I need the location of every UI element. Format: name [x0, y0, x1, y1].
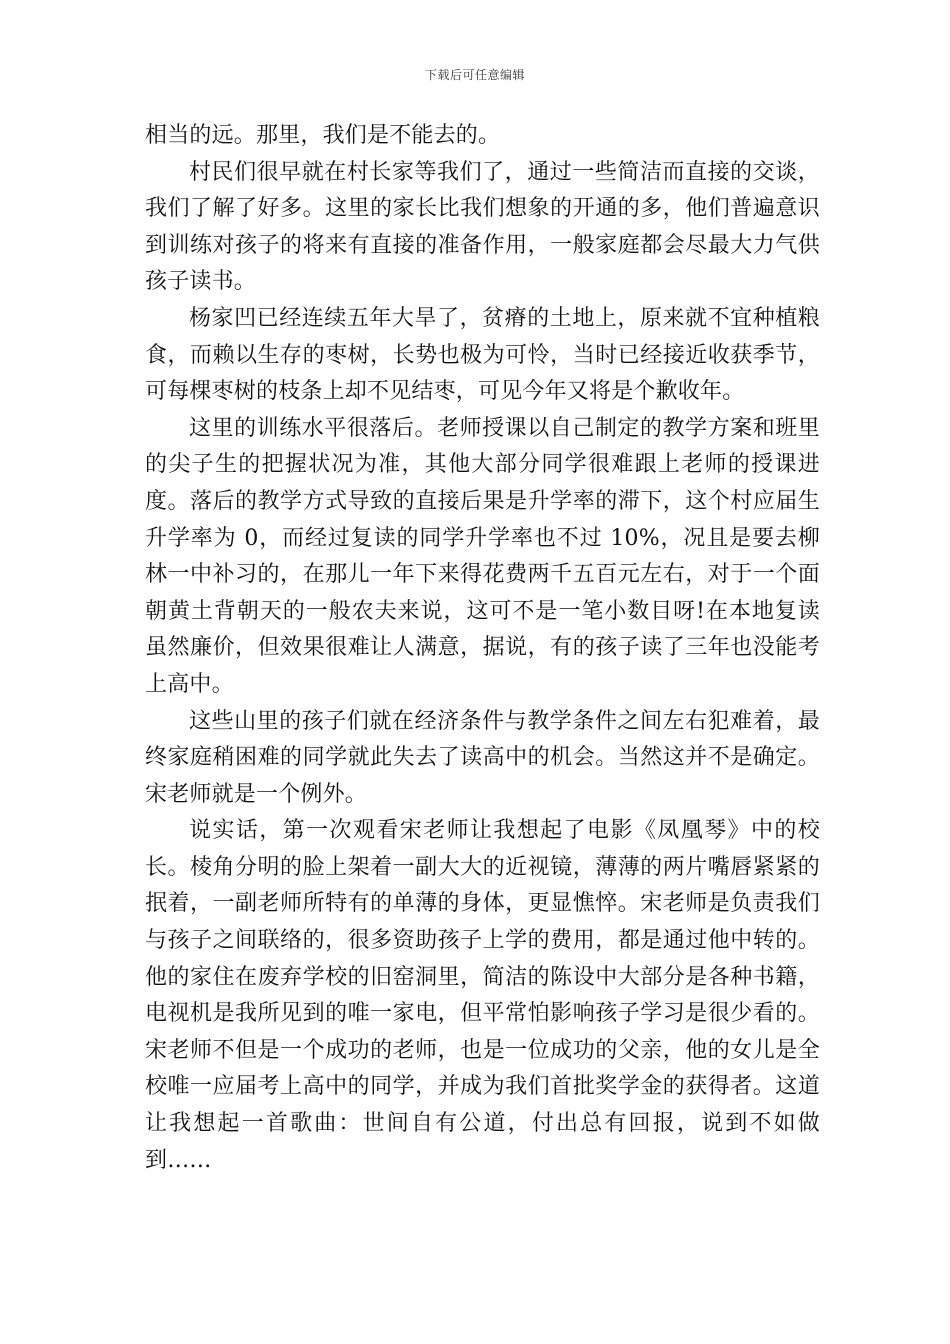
paragraph-4: 这里的训练水平很落后。老师授课以自己制定的教学方案和班里的尖子生的把握状况为准，其他大部分同学很难跟上老师的授课进度。落后的教学方式导致的直接后果是升学率的滞下，这个村应届生升学率为 0，而经过复读的同学升学率也不过 10%，况且是要去柳林一中补习的，在那儿一年下来得花费两千五百元左右，对于一个面朝黄土背朝天的一般农夫来说，这可不是一笔小数目呀!在本地复读虽然廉价，但效果很难让人满意，据说，有的孩子读了三年也没能考上高中。 [145, 415, 820, 697]
page-header: 下载后可任意编辑 [424, 68, 525, 82]
paragraph-1: 相当的远。那里，我们是不能去的。 [145, 123, 501, 148]
paragraph-5: 这些山里的孩子们就在经济条件与教学条件之间左右犯难着，最终家庭稍困难的同学就此失去了读高中的机会。当然这并不是确定。宋老师就是一个例外。 [145, 708, 820, 807]
paragraph-2: 村民们很早就在村长家等我们了，通过一些简洁而直接的交谈，我们了解了好多。这里的家长比我们想象的开通的多，他们普遍意识到训练对孩子的将来有直接的准备作用，一般家庭都会尽最大力气供孩子读书。 [145, 159, 820, 295]
paragraph-6: 说实话，第一次观看宋老师让我想起了电影《凤凰琴》中的校长。棱角分明的脸上架着一副大大的近视镜，薄薄的两片嘴唇紧紧的抿着，一副老师所特有的单薄的身体，更显憔悴。宋老师是负责我们与孩子之间联络的，很多资助孩子上学的费用，都是通过他中转的。他的家住在废弃学校的旧窑洞里，简洁的陈设中大部分是各种书籍，电视机是我所见到的唯一家电，但平常怕影响孩子学习是很少看的。宋老师不但是一个成功的老师，也是一位成功的父亲，他的女儿是全校唯一应届考上高中的同学，并成为我们首批奖学金的获得者。这道让我想起一首歌曲：世间自有公道，付出总有回报，说到不如做到…… [145, 818, 820, 1173]
paragraph-3: 杨家凹已经连续五年大旱了，贫瘠的土地上，原来就不宜种植粮食，而赖以生存的枣树，长势也极为可怜，当时已经接近收获季节，可每棵枣树的枝条上却不见结枣，可见今年又将是个歉收年。 [145, 305, 820, 405]
document-body [145, 118, 820, 1179]
